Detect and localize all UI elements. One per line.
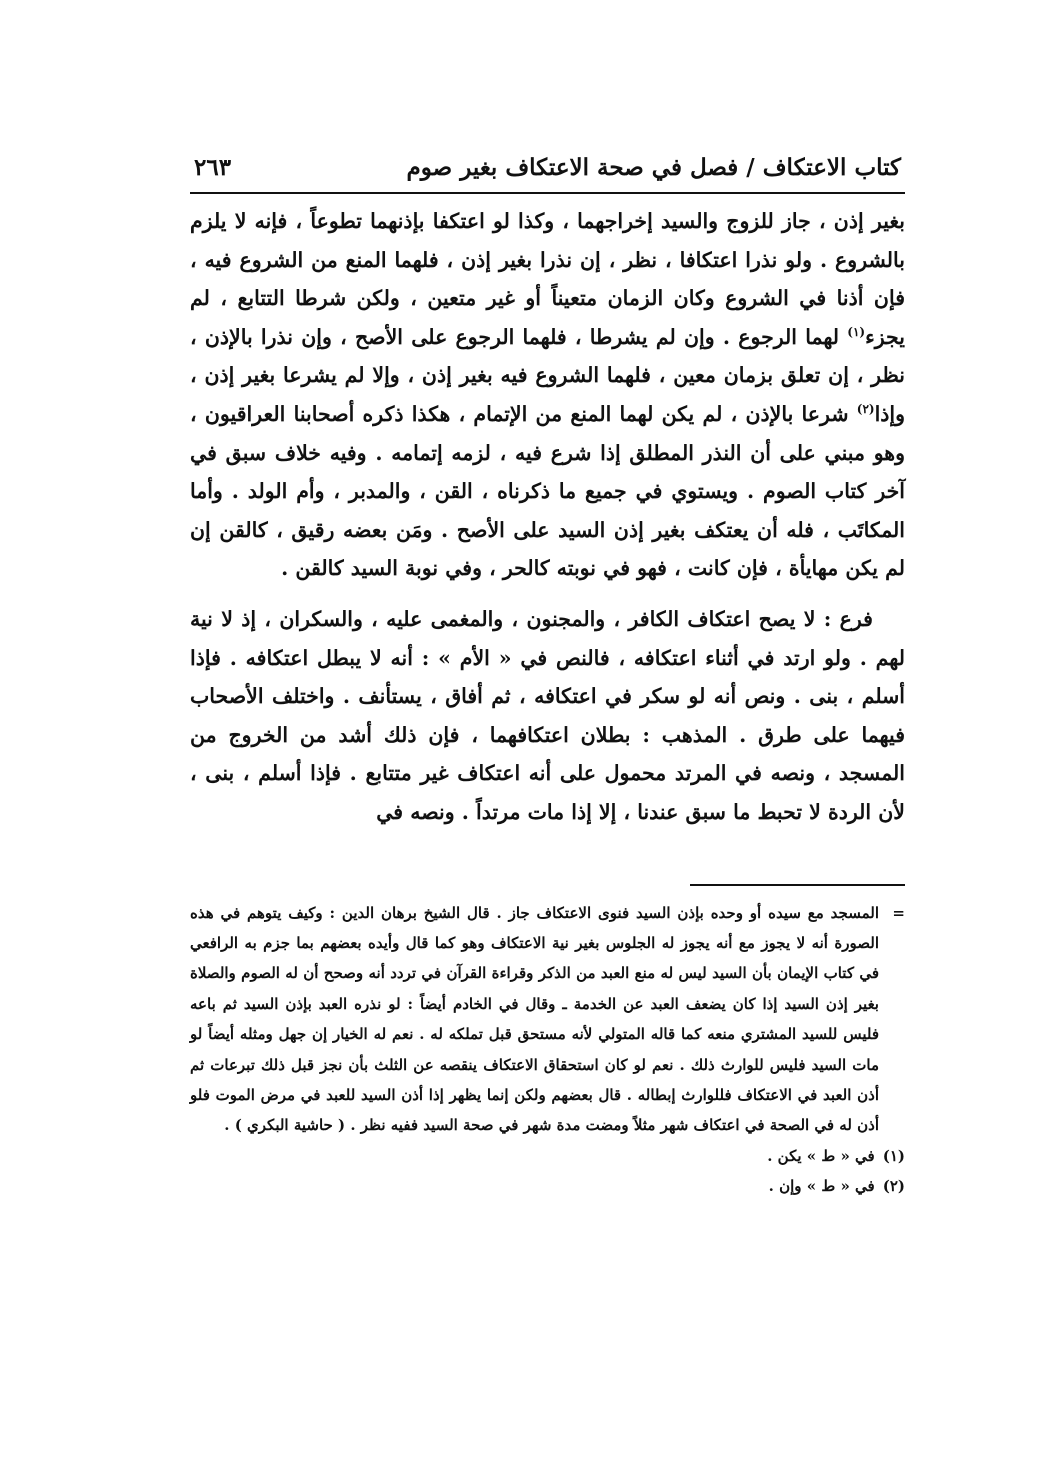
page-number: ٢٦٣ bbox=[194, 154, 232, 181]
running-header bbox=[190, 150, 905, 194]
text-segment: لهما الرجوع . وإن لم يشرطا ، فلهما الرجوع على الأصح ، وإن نذرا بالإذن ، نظر ، إن تعلق بزمان معين ، فلهما الشروع فيه بغير إذن ، وإلا لم يشرعا بغير إذن ، وإذا bbox=[190, 324, 905, 426]
footnote-separator bbox=[690, 884, 905, 886]
continuation-text: المسجد مع سيده أو وحده بإذن السيد فنوى الاعتكاف جاز . قال الشيخ برهان الدين : وكيف يتوهم في هذه الصورة أنه لا يجوز مع أنه يجوز له الجلوس بغير نية الاعتكاف وهو كما قال وأيده بعضهم بما جزم به الرافعي في كتاب الإيمان بأن السيد ليس له منع العبد من الذكر وقراءة القرآن في تردد أنه وصحح أن له الصوم والصلاة بغير إذن السيد إذا كان يضعف العبد عن الخدمة ـ وقال في الخادم أيضاً : لو نذره العبد بإذن السيد ثم باعه فليس للسيد المشتري منعه كما قاله المتولي لأنه مستحق قبل تملكه له . نعم له الخيار إن جهل ومثله أيضاً لو مات السيد فليس للوارث ذلك . نعم لو كان استحقاق الاعتكاف ينقصه عن الثلث بأن نجز قبل ذلك تبرعات ثم أذن العبد في الاعتكاف فللوارث إبطاله . قال بعضهم ولكن إنما يظهر إذا أذن السيد للعبد في مرض الموت فلو أذن له في الصحة في اعتكاف شهر مثلاً ومضت مدة شهر في صحة السيد ففيه نظر . ( حاشية البكري ) . bbox=[190, 903, 879, 1135]
continuation-mark: = bbox=[892, 903, 905, 922]
footnote-continuation bbox=[190, 898, 905, 1141]
text-segment: بغير إذن ، جاز للزوج والسيد إخراجهما ، وكذا لو اعتكفا بإذنهما تطوعاً ، فإنه لا يلزم بالشروع . ولو نذرا اعتكافا ، نظر ، إن نذرا بغير إذن ، فلهما المنع من الشروع فيه ، فإن أذنا في الشروع وكان الزمان متعيناً أو غير متعين ، ولكن شرطا التتابع ، لم يجزء bbox=[190, 209, 905, 349]
chapter-title: كتاب الاعتكاف / فصل في صحة الاعتكاف بغير صوم bbox=[406, 154, 901, 181]
paragraph-far: فرع : لا يصح اعتكاف الكافر ، والمجنون ، والمغمى عليه ، والسكران ، إذ لا نية لهم . ولو ارتد في أثناء اعتكافه ، فالنص في « الأم » : أنه لا يبطل اعتكافه . فإذا أسلم ، بنى . ونص أنه لو سكر في اعتكافه ، ثم أفاق ، يستأنف . واختلف الأصحاب فيهما على طرق . المذهب : بطلان اعتكافهما ، فإن ذلك أشد من الخروج من المسجد ، ونصه في المرتد محمول على أنه اعتكاف غير متتابع . فإذا أسلم ، بنى ، لأن الردة لا تحبط ما سبق عندنا ، إلا إذا مات مرتداً . ونصه في bbox=[190, 606, 905, 824]
main-text bbox=[190, 202, 905, 832]
footnote-1 bbox=[190, 1141, 905, 1171]
footnote-ref-2: (٢) bbox=[856, 402, 875, 417]
footnotes bbox=[190, 898, 905, 1202]
paragraph bbox=[190, 202, 905, 588]
footnote-number: (١) bbox=[882, 1146, 905, 1165]
footnote-2 bbox=[190, 1171, 905, 1201]
text-segment: شرعا بالإذن ، لم يكن لهما المنع من الإتمام ، هكذا ذكره أصحابنا العراقيون ، وهو مبني على أن النذر المطلق إذا شرع فيه ، لزمه إتمامه . وفيه خلاف سبق في آخر كتاب الصوم . ويستوي في جميع ما ذكرناه ، القن ، والمدبر ، وأم الولد . وأما المكاتَب ، فله أن يعتكف بغير إذن السيد على الأصح . ومَن بعضه رقيق ، كالقن إن لم يكن مهايأة ، فإن كانت ، فهو في نوبته كالحر ، وفي نوبة السيد كالقن . bbox=[190, 401, 905, 581]
footnote-number: (٢) bbox=[882, 1177, 905, 1196]
footnote-text: في « ط » وإن . bbox=[768, 1177, 875, 1196]
page bbox=[190, 150, 905, 1202]
footnote-ref-1: (١) bbox=[847, 324, 866, 339]
footnote-text: في « ط » يكن . bbox=[767, 1146, 875, 1165]
